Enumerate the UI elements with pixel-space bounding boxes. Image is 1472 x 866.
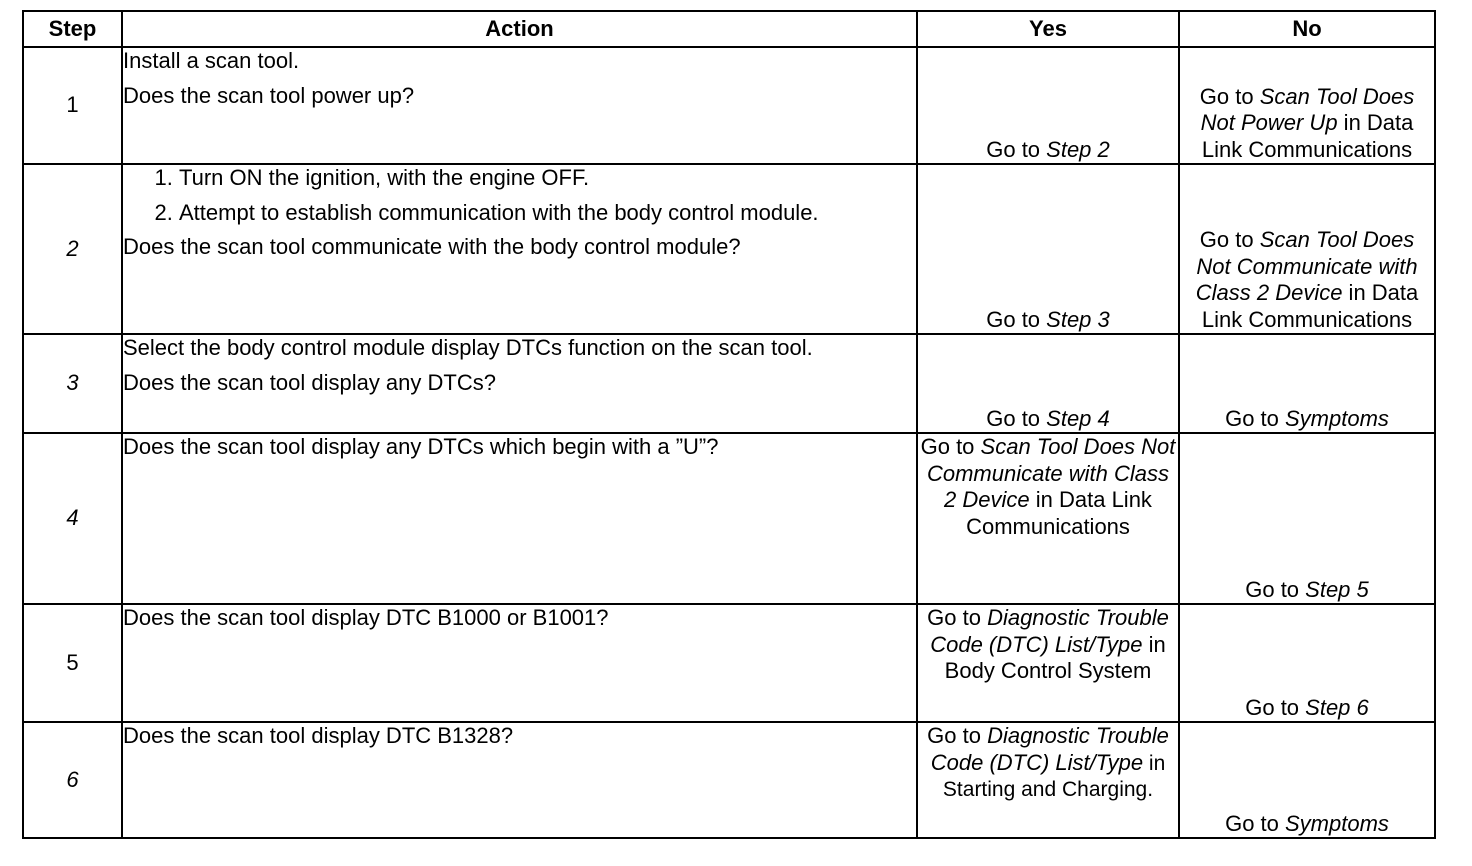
action-cell <box>122 334 917 433</box>
no-link[interactable]: Symptoms <box>1285 405 1389 431</box>
action-cell <box>122 164 917 334</box>
yes-suffix: in Body Control System <box>944 631 1166 683</box>
action-text: Select the body control module display DTCs function on the scan tool. <box>123 335 813 360</box>
no-prefix: Go to <box>1245 576 1306 602</box>
yes-cell <box>917 164 1179 334</box>
action-text: Install a scan tool. <box>123 48 300 73</box>
no-link[interactable]: Step 5 <box>1305 576 1369 602</box>
no-prefix: Go to <box>1199 83 1260 109</box>
step-number: 3 <box>23 334 122 433</box>
action-question: Does the scan tool communicate with the body control module? <box>123 234 741 259</box>
table-row <box>23 604 1435 722</box>
step-number: 1 <box>23 47 122 164</box>
action-question: Does the scan tool power up? <box>123 82 415 108</box>
yes-prefix: Go to <box>986 306 1047 332</box>
yes-prefix: Go to <box>920 434 981 459</box>
yes-link[interactable]: Diagnostic Trouble Code (DTC) List/Type <box>930 605 1169 657</box>
no-cell <box>1179 433 1435 604</box>
no-prefix: Go to <box>1225 810 1285 836</box>
yes-cell <box>917 334 1179 433</box>
action-cell <box>122 47 917 164</box>
yes-cell <box>917 433 1179 604</box>
no-cell <box>1179 47 1435 164</box>
action-question: Does the scan tool display DTC B1000 or B1001? <box>123 605 609 630</box>
no-suffix: in Data Link Communications <box>1201 280 1419 332</box>
no-link[interactable]: Symptoms <box>1285 810 1389 836</box>
no-prefix: Go to <box>1225 405 1285 431</box>
no-cell <box>1179 164 1435 334</box>
step-number: 5 <box>23 604 122 722</box>
header-yes: Yes <box>917 11 1179 47</box>
yes-cell <box>917 604 1179 722</box>
step-number: 6 <box>23 722 122 838</box>
diagnostic-table <box>22 10 1436 839</box>
yes-link[interactable]: Step 4 <box>1046 405 1110 431</box>
yes-prefix: Go to <box>927 723 988 748</box>
no-cell <box>1179 722 1435 838</box>
table-row <box>23 722 1435 838</box>
no-cell <box>1179 604 1435 722</box>
yes-prefix: Go to <box>986 136 1047 162</box>
action-steps <box>123 165 916 226</box>
no-prefix: Go to <box>1245 694 1306 720</box>
action-step-item: 1. Turn ON the ignition, with the engine OFF. <box>179 165 916 192</box>
yes-suffix: in Starting and Charging. <box>942 751 1166 801</box>
action-cell <box>122 604 917 722</box>
header-action: Action <box>122 11 917 47</box>
header-row <box>23 11 1435 47</box>
yes-suffix: in Data Link Communications <box>966 487 1152 539</box>
no-suffix: in Data Link Communications <box>1201 110 1414 162</box>
step-number: 2 <box>23 164 122 334</box>
table-row <box>23 433 1435 604</box>
action-question: Does the scan tool display DTC B1328? <box>123 723 514 748</box>
header-step: Step <box>23 11 122 47</box>
no-cell <box>1179 334 1435 433</box>
yes-link[interactable]: Scan Tool Does Not Communicate with Class 2 Device <box>926 434 1176 512</box>
yes-link[interactable]: Step 2 <box>1046 136 1110 162</box>
table-row <box>23 334 1435 433</box>
table-row <box>23 47 1435 164</box>
yes-cell <box>917 722 1179 838</box>
header-no: No <box>1179 11 1435 47</box>
table-row <box>23 164 1435 334</box>
no-link[interactable]: Scan Tool Does Not Power Up <box>1200 83 1415 135</box>
yes-prefix: Go to <box>986 405 1047 431</box>
action-question: Does the scan tool display any DTCs which begin with a ”U”? <box>123 434 719 459</box>
step-number: 4 <box>23 433 122 604</box>
yes-link[interactable]: Diagnostic Trouble Code (DTC) List/Type <box>930 723 1169 775</box>
action-cell <box>122 722 917 838</box>
yes-prefix: Go to <box>927 605 988 630</box>
yes-link[interactable]: Step 3 <box>1046 306 1110 332</box>
no-link[interactable]: Step 6 <box>1305 694 1369 720</box>
no-link[interactable]: Scan Tool Does Not Communicate with Class 2 Device <box>1195 227 1418 305</box>
action-step-item: 2. Attempt to establish communication with the body control module. <box>179 200 916 227</box>
action-question: Does the scan tool display any DTCs? <box>123 369 496 395</box>
yes-cell <box>917 47 1179 164</box>
no-prefix: Go to <box>1199 227 1260 252</box>
action-cell <box>122 433 917 604</box>
